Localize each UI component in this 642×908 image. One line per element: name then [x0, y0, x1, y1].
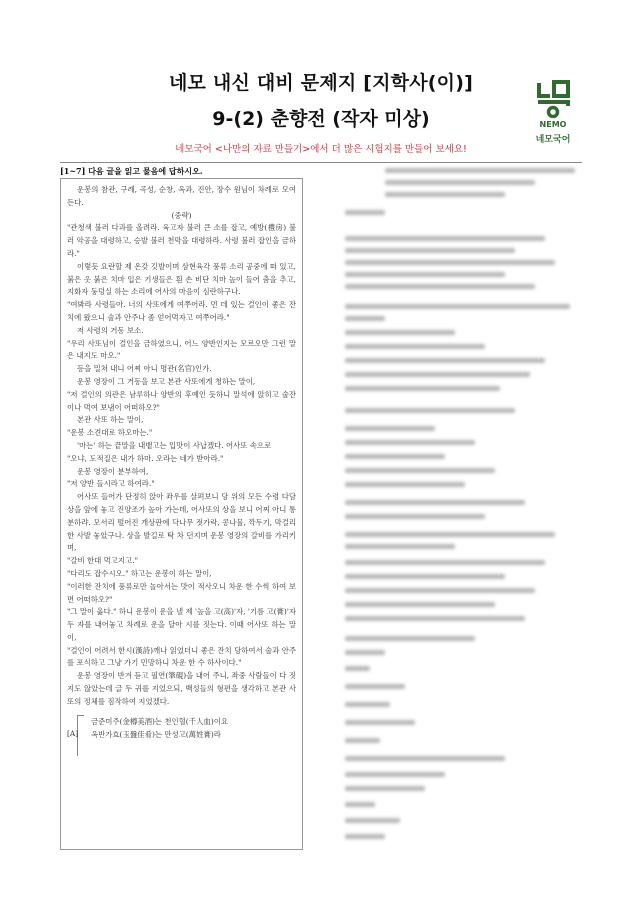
blurred-line — [385, 180, 535, 185]
passage-omission: (중략) — [171, 210, 192, 220]
blurred-line — [345, 818, 400, 823]
blurred-line — [345, 358, 545, 363]
blurred-line — [345, 702, 390, 707]
blurred-line — [345, 236, 545, 241]
passage-paragraph: "여봐라 사령들아. 너의 사또에게 여쭈어라. 먼 데 있는 걸인이 좋은 잔치에 왔으니 술과 안주나 좀 얻어먹자고 여쭈어라." — [67, 300, 296, 322]
logo-text-en: NEMO — [539, 120, 567, 129]
header-divider — [60, 162, 582, 163]
blurred-line — [345, 786, 425, 791]
passage-paragraph: "그 말이 옳다." 하니 운봉이 운을 낼 제 '높을 고(高)'자, '기름 고(膏)'자 두 자를 내어놓고 차례로 운을 달아 시를 짓는다. 이때 어사또 하는 말이, — [67, 607, 296, 642]
blurred-line — [345, 454, 445, 459]
blurred-line — [345, 772, 445, 777]
blurred-line — [345, 372, 530, 377]
blurred-line — [345, 386, 500, 391]
blurred-line — [345, 756, 505, 761]
blurred-line — [345, 602, 495, 607]
passage-paragraph: 운봉 영장이 분부하여, — [77, 466, 149, 476]
blurred-line — [345, 272, 505, 277]
passage-paragraph: 운봉의 참관, 구례, 곡성, 순창, 옥과, 진안, 장수 원님이 차례로 모여든다. — [67, 185, 296, 207]
blurred-line — [345, 468, 495, 473]
page-title: 네모 내신 대비 문제지 [지학사(이)] — [169, 72, 473, 94]
blurred-line — [345, 316, 385, 321]
passage-paragraph: 저 사령의 거동 보소. — [77, 325, 144, 335]
question-header: [1~7] 다음 글을 읽고 물음에 답하시오. — [60, 166, 203, 176]
blurred-line — [345, 482, 465, 487]
passage-paragraph: "갈비 한대 먹고지고." — [67, 556, 138, 566]
passage-paragraph: "관청색 불러 다과를 올려라. 육고자 불러 큰 소를 잡고, 예방(禮房) 불러 악공을 대령하고, 승발 불러 천막을 대령하라. 사령 불러 잡인을 금하라." — [67, 223, 296, 258]
blurred-line — [345, 560, 545, 565]
blurred-line — [345, 440, 475, 445]
passage-paragraph: "걸인이 어려서 한시(漢詩)깨나 읽었더니 좋은 잔치 당하여서 술과 안주를 포식하고 그냥 가기 민망하니 차운 한 수 하사이다." — [67, 645, 296, 668]
blurred-line — [345, 408, 515, 413]
blurred-line — [345, 248, 515, 253]
blurred-line — [345, 802, 375, 807]
blurred-line — [385, 192, 505, 197]
passage-paragraph: 본관 사또 하는 말이, — [77, 415, 144, 425]
nemo-logo-icon — [535, 80, 571, 118]
page-subtitle: 9-(2) 춘향전 (작자 미상) — [212, 108, 430, 130]
blurred-line — [345, 684, 405, 689]
passage-paragraph: '마는' 하는 끝말을 내뱉고는 입맛이 사납겠다. 어사또 속으로 — [77, 440, 272, 450]
blurred-question-column — [345, 166, 585, 856]
blurred-line — [345, 532, 555, 537]
blurred-line — [345, 344, 485, 349]
blurred-line — [345, 544, 455, 549]
passage-paragraph: 어사또 들어가 단정히 앉아 좌우를 살펴보니 당 위의 모든 수령 다담상을 앞에 놓고 진양조가 높아 가는데, 어사또의 상을 보니 어찌 아니 통분하랴. 모서리 떨어진 개상판에 닥나무 젓가락, 콩나물, 깍두기, 막걸리 한 사발 놓았구나. 상을 발길로 탁 차 던지며 운봉 영장의 갈비를 가리키며, — [67, 492, 296, 553]
passage-paragraph: 이렇듯 요란할 제 온갖 깃발이며 삼현육각 풍류 소리 공중에 떠 있고, 붉은 옷 붉은 치마 입은 기생들은 흰 손 비단 치마 높이 들어 춤을 추고, 지화자 둥덩실 하는 소리에 어사의 마음이 심란하구나. — [67, 261, 296, 297]
blurred-line — [345, 426, 435, 431]
passage-paragraph: "이러한 잔치에 풍류로만 놀아서는 맛이 적사오니 차운 한 수씩 하여 보면 어떠하오?" — [67, 581, 296, 604]
blurred-line — [345, 616, 525, 621]
poem-tag: [A] — [67, 728, 79, 738]
passage-box — [60, 178, 303, 850]
blurred-line — [345, 834, 385, 839]
blurred-line — [345, 500, 525, 505]
passage-paragraph: "오냐, 도적질은 내가 하마. 오라는 네가 받아라." — [67, 453, 224, 463]
blurred-line — [345, 330, 455, 335]
blurred-line — [345, 588, 535, 593]
blurred-line — [345, 636, 475, 641]
poem-line: 옥반가효(玉盤佳肴)는 만성고(萬姓膏)라 — [91, 729, 221, 739]
passage-paragraph: "다리도 잡수시오." 하고는 운봉이 하는 말이, — [67, 568, 212, 578]
blurred-line — [345, 574, 505, 579]
passage-paragraph: "우리 사또님이 걸인을 금하였으니, 어느 양반인지는 모르오만 그런 말은 내지도 마오." — [67, 338, 296, 361]
passage-paragraph: 운봉 영장이 그 거동을 보고 본관 사또에게 청하는 말이, — [77, 376, 256, 386]
passage-paragraph: 운봉 영장이 반겨 듣고 필연(筆硯)을 내어 주니, 좌중 사람들이 다 짓지도 않았는데 글 두 귀를 지었으되, 백성들의 형편을 생각하고 본관 사또의 정체를 짐작하여 지었겠다. — [67, 671, 296, 706]
nemo-logo — [528, 80, 578, 150]
blurred-line — [345, 738, 380, 743]
passage-paragraph: "저 걸인의 의관은 남루하나 양반의 후예인 듯하니 말석에 앉히고 술잔이나 먹여 보냄이 어떠하오?" — [67, 389, 296, 412]
blurred-line — [345, 650, 385, 655]
blurred-line — [385, 168, 575, 173]
blurred-line — [345, 720, 415, 725]
blurred-line — [345, 260, 555, 265]
promo-text: 네모국어 <나만의 자료 만들기>에서 더 많은 시험지를 만들어 보세요! — [175, 144, 467, 155]
blurred-line — [345, 666, 370, 671]
passage-paragraph: "운봉 소견대로 하오마는." — [67, 428, 153, 438]
blurred-line — [345, 284, 535, 289]
blurred-line — [345, 514, 485, 519]
poem-block — [67, 715, 296, 741]
blurred-line — [345, 304, 570, 309]
logo-text-ko: 네모국어 — [535, 135, 571, 145]
passage-paragraph: 등을 밀쳐 내니 어찌 아니 명관(名官)인가. — [77, 364, 212, 374]
poem-line: 금준미주(金樽美酒)는 천인혈(千人血)이요 — [91, 716, 229, 726]
blurred-line — [345, 210, 385, 215]
passage-paragraph: "저 양반 들시라고 하여라." — [67, 479, 155, 489]
